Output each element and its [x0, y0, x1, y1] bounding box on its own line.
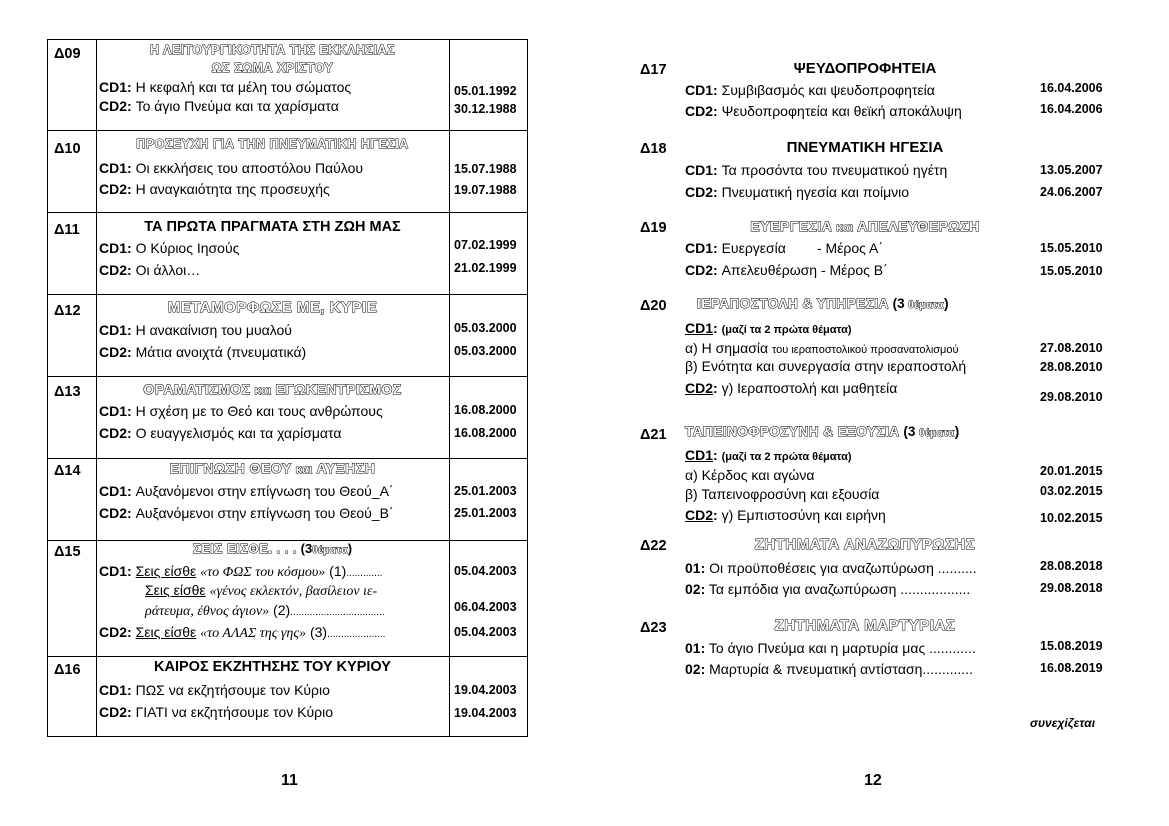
list-item: CD1: Αυξανόμενοι στην επίγνωση του Θεού_Α΄ [99, 483, 394, 499]
item-date: 15.08.2019 [1040, 639, 1103, 653]
item-date: 05.03.2000 [454, 321, 517, 335]
item-date: 06.04.2003 [454, 600, 517, 614]
list-item: CD1: (μαζί τα 2 πρώτα θέματα) [685, 447, 852, 463]
section-title: ΜΕΤΑΜΟΡΦΩΣΕ ΜΕ, ΚΥΡΙΕ [167, 299, 378, 316]
list-item: β) Ταπεινοφροσύνη και εξουσία [685, 486, 880, 502]
column-divider [449, 40, 450, 736]
section-title: ΚΑΙΡΟΣ ΕΚΖΗΤΗΣΗΣ ΤΟΥ ΚΥΡΙΟΥ [154, 659, 391, 675]
item-date: 25.01.2003 [454, 506, 517, 520]
list-item: CD1: (μαζί τα 2 πρώτα θέματα) [685, 320, 852, 336]
section-code: Δ22 [640, 538, 667, 554]
section-code: Δ15 [54, 544, 81, 560]
item-date: 19.04.2003 [454, 683, 517, 697]
list-item: CD2: Πνευματική ηγεσία και ποίμνιο [685, 184, 910, 200]
section-code: Δ10 [54, 141, 81, 157]
list-item: CD2: Η αναγκαιότητα της προσευχής [99, 181, 330, 197]
item-date: 13.05.2007 [1040, 163, 1103, 177]
section-code: Δ09 [54, 46, 81, 62]
item-date: 29.08.2018 [1040, 581, 1103, 595]
list-item: CD1: Τα προσόντα του πνευματικού ηγέτη [685, 162, 948, 178]
list-item: Σεις είσθε «γένος εκλεκτόν, βασίλειον ιε- [145, 582, 378, 599]
list-item: CD2: Αυξανόμενοι στην επίγνωση του Θεού_Β΄ [99, 505, 394, 521]
row-divider [48, 212, 527, 213]
section-code: Δ11 [54, 222, 80, 238]
section-code: Δ19 [640, 220, 667, 236]
item-date: 20.01.2015 [1040, 464, 1103, 478]
item-date: 28.08.2018 [1040, 559, 1103, 573]
section-title: ΩΣ ΣΩΜΑ ΧΡΙΣΤΟΥ [211, 61, 334, 75]
left-page-table [47, 39, 528, 737]
list-item: CD2: ΓΙΑΤΙ να εκζητήσουμε τον Κύριο [99, 704, 334, 720]
item-date: 16.04.2006 [1040, 81, 1103, 95]
section-code: Δ14 [54, 463, 81, 479]
list-item: CD2: Ο ευαγγελισμός και τα χαρίσματα [99, 425, 342, 441]
section-title: ΠΡΟΣΕΥΧΗ ΓΙΑ ΤΗΝ ΠΝΕΥΜΑΤΙΚΗ ΗΓΕΣΙΑ [136, 137, 409, 151]
list-item: 01: Οι προϋποθέσεις για αναζωπύρωση .......... [685, 560, 977, 576]
row-divider [48, 294, 527, 295]
item-date: 05.04.2003 [454, 625, 517, 639]
item-date: 07.02.1999 [454, 238, 517, 252]
item-date: 25.01.2003 [454, 484, 517, 498]
item-date: 03.02.2015 [1040, 484, 1103, 498]
section-title: ΤΑΠΕΙΝΟΦΡΟΣΥΝΗ & ΕΞΟΥΣΙΑ (3 θέματα) [685, 424, 960, 439]
item-date: 15.05.2010 [1040, 264, 1103, 278]
list-item: CD1: Οι εκκλήσεις του αποστόλου Παύλου [99, 160, 364, 176]
item-date: 15.05.2010 [1040, 241, 1103, 255]
section-code: Δ18 [640, 141, 667, 157]
section-title: Η ΛΕΙΤΟΥΡΓΙΚΟΤΗΤΑ ΤΗΣ ΕΚΚΛΗΣΙΑΣ [149, 43, 396, 57]
item-date: 27.08.2010 [1040, 341, 1103, 355]
section-title: ΖΗΤΗΜΑΤΑ ΜΑΡΤΥΡΙΑΣ [774, 617, 956, 634]
item-date: 30.12.1988 [454, 102, 517, 116]
row-divider [48, 458, 527, 459]
list-item: CD2: Απελευθέρωση - Μέρος Β΄ [685, 262, 888, 278]
list-item: CD2: Μάτια ανοιχτά (πνευματικά) [99, 344, 307, 360]
continued-note: συνεχίζεται [1030, 716, 1096, 730]
section-title: ΕΠΙΓΝΩΣΗ ΘΕΟΥ και ΑΥΞΗΣΗ [169, 460, 376, 476]
row-divider [48, 376, 527, 377]
section-code: Δ21 [640, 427, 667, 443]
item-date: 05.03.2000 [454, 344, 517, 358]
list-item: 01: Το άγιο Πνεύμα και η μαρτυρία μας ............ [685, 640, 976, 656]
section-code: Δ23 [640, 620, 667, 636]
list-item: CD1: Συμβιβασμός και ψευδοπροφητεία [685, 82, 935, 98]
item-date: 29.08.2010 [1040, 390, 1103, 404]
list-item: 02: Μαρτυρία & πνευματική αντίσταση............. [685, 661, 973, 677]
section-code: Δ13 [54, 384, 81, 400]
item-date: 10.02.2015 [1040, 511, 1103, 525]
list-item: CD1: Σεις είσθε «το ΦΩΣ του κόσμου» (1)............. [99, 563, 383, 580]
list-item: CD2: Σεις είσθε «το ΑΛΑΣ της γης» (3)..................... [99, 624, 386, 641]
row-divider [48, 130, 527, 131]
section-code: Δ16 [54, 662, 81, 678]
page-number: 11 [281, 772, 298, 789]
list-item: 02: Τα εμπόδια για αναζωπύρωση .................. [685, 581, 971, 597]
list-item: β) Ενότητα και συνεργασία στην ιεραποστολή [685, 358, 967, 374]
item-date: 16.08.2019 [1040, 661, 1103, 675]
item-date: 15.07.1988 [454, 162, 517, 176]
item-date: 24.06.2007 [1040, 185, 1103, 199]
section-code: Δ17 [640, 62, 667, 78]
section-title: ΠΝΕΥΜΑΤΙΚΗ ΗΓΕΣΙΑ [786, 139, 944, 156]
section-title: ΣΕΙΣ ΕΙΣΘΕ. . . . (3θέματα) [192, 541, 353, 556]
item-date: 16.08.2000 [454, 426, 517, 440]
list-item: CD1: Η κεφαλή και τα μέλη του σώματος [99, 79, 352, 95]
section-code: Δ12 [54, 303, 81, 319]
list-item: CD1: ΠΩΣ να εκζητήσουμε τον Κύριο [99, 682, 330, 698]
item-date: 19.07.1988 [454, 183, 517, 197]
list-item: CD2: Ψευδοπροφητεία και θεϊκή αποκάλυψη [685, 103, 962, 119]
item-date: 16.04.2006 [1040, 102, 1103, 116]
list-item: CD2: Το άγιο Πνεύμα και τα χαρίσματα [99, 98, 339, 114]
list-item: ράτευμα, έθνος άγιον» (2).................................. [145, 602, 385, 619]
item-date: 28.08.2010 [1040, 360, 1103, 374]
list-item: CD2: γ) Ιεραποστολή και μαθητεία [685, 380, 898, 396]
list-item: CD1: Η ανακαίνιση του μυαλού [99, 322, 292, 338]
section-title: ΟΡΑΜΑΤΙΣΜΟΣ και ΕΓΩΚΕΝΤΡΙΣΜΟΣ [143, 381, 402, 397]
section-code: Δ20 [640, 298, 667, 314]
list-item: CD2: γ) Εμπιστοσύνη και ειρήνη [685, 507, 886, 523]
section-title: ΤΑ ΠΡΩΤΑ ΠΡΑΓΜΑΤΑ ΣΤΗ ΖΩΗ ΜΑΣ [144, 219, 401, 235]
item-date: 19.04.2003 [454, 706, 517, 720]
list-item: CD1: Ευεργεσία - Μέρος Α΄ [685, 240, 884, 256]
section-title: ΖΗΤΗΜΑΤΑ ΑΝΑΖΩΠΥΡΩΣΗΣ [754, 536, 976, 553]
item-date: 21.02.1999 [454, 261, 517, 275]
list-item: α) Κέρδος και αγώνα [685, 467, 815, 483]
item-date: 16.08.2000 [454, 403, 517, 417]
row-divider [48, 656, 527, 657]
section-title: ΨΕΥΔΟΠΡΟΦΗΤΕΙΑ [793, 60, 937, 77]
list-item: CD2: Οι άλλοι… [99, 262, 201, 278]
section-title: ΕΥΕΡΓΕΣΙΑ και ΑΠΕΛΕΥΘΕΡΩΣΗ [750, 218, 980, 234]
page-number: 12 [864, 772, 882, 789]
item-date: 05.04.2003 [454, 564, 517, 578]
item-date: 05.01.1992 [454, 84, 517, 98]
list-item: CD1: Η σχέση με το Θεό και τους ανθρώπους [99, 403, 383, 419]
section-title: ΙΕΡΑΠΟΣΤΟΛΗ & ΥΠΗΡΕΣΙΑ (3 θέματα) [697, 296, 949, 311]
list-item: α) Η σημασία του ιεραποστολικού προσανατολισμού [685, 340, 959, 356]
list-item: CD1: Ο Κύριος Ιησούς [99, 240, 240, 256]
